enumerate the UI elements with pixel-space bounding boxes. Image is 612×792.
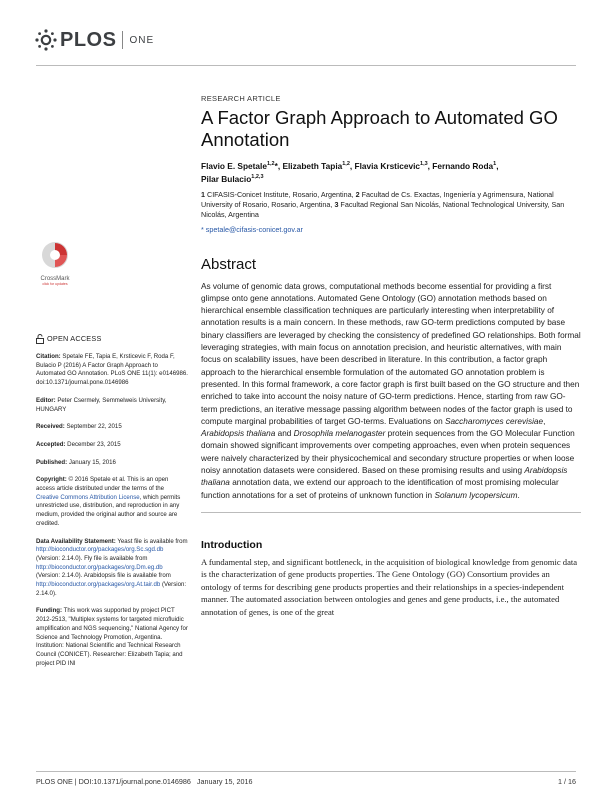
crossmark-sublabel: click for updates bbox=[42, 282, 68, 286]
open-lock-icon bbox=[36, 334, 44, 344]
author[interactable]: Flavio E. Spetale$^{1,2}$*, bbox=[201, 160, 283, 171]
main-column bbox=[201, 94, 581, 618]
page-footer bbox=[36, 777, 576, 786]
author[interactable]: Elizabeth Tapia$^{1,2}$, bbox=[282, 160, 355, 171]
abstract-text: As volume of genomic data grows, computational methods become essential for providing a first glimpse onto gene annotations. Automated Gene Ontology (GO) annotation methods based on hierarchical ensemble classification techniques are particularly interesting when interpretability of annotation results is a main concern. In these methods, raw GO-term predictions computed by base binary classifiers are leveraged by checking the consistency of predefined GO relationships. Both formal leveraging strategies, with main focus on annotation precision, and heuristic alternatives, with main focus on scalability issues, have been described in literature. In this contribution, a factor graph approach to the hierarchical ensemble formulation of the automated GO annotation problem is presented. In this formal framework, a core factor graph is first built based on the GO structure and then enriched to take into account the noisy nature of GO-term predictions. Hence, starting from raw GO-term predictions, an iterative message passing algorithm between nodes of the factor graph is used to compute marginal probabilities of target GO-terms. Evaluations on Saccharomyces cerevisiae, Arabidopsis thaliana and Drosophila melanogaster protein sequences from the GO Molecular Function domain showed significant improvements over competing approaches, even when protein sequences were naively characterized by their physicochemical and secondary structure properties or when loose noisy annotation datasets were considered. Based on these promising results and using Arabidopsis thaliana annotation data, we extend our approach to the identification of most promising molecular function annotations for a set of proteins of unknown function in Solanum lycopersicum. bbox=[201, 281, 581, 500]
accepted-date: Accepted: December 23, 2015 bbox=[36, 440, 121, 448]
plos-sunburst-icon bbox=[34, 28, 58, 52]
author-list bbox=[201, 159, 581, 185]
funding: Funding: This work was supported by project PICT 2012-2513, "Multiplex systems for targeted microfluidic amplification and NGS sequencing," National Agency for Science and Technology Promotion, Argentina. Institution: National Scientific and Technical Research Council (CONICET). Researcher: Elizabeth Tapia; and project PID INI bbox=[36, 607, 188, 667]
crossmark-label: CrossMark bbox=[40, 276, 70, 282]
fly-data-link[interactable]: http://bioconductor.org/packages/org.Dm.eg.db bbox=[36, 563, 163, 571]
author[interactable]: Pilar Bulacio$^{1,2,3}$ bbox=[201, 173, 264, 184]
page-number: 1 / 16 bbox=[558, 777, 576, 786]
plos-one-logo[interactable] bbox=[34, 27, 154, 53]
arabidopsis-data-link[interactable]: http://bioconductor.org/packages/org.At.tair.db bbox=[36, 581, 161, 589]
introduction-heading: Introduction bbox=[201, 538, 263, 551]
logo-divider bbox=[122, 31, 123, 49]
footer-rule bbox=[36, 771, 576, 772]
abstract-rule bbox=[201, 512, 581, 513]
affiliations: 1 CIFASIS-Conicet Institute, Rosario, Argentina, 2 Facultad de Cs. Exactas, Ingeniería y Agrimensura, National University of Rosario, Rosario, Argentina, 3 Facultad Regional San Nicolás, National Technological University, San Nicolás, Argentina bbox=[201, 189, 565, 219]
published-date: Published: January 15, 2016 bbox=[36, 458, 116, 466]
logo-brand: PLOS bbox=[60, 28, 117, 51]
open-access-label: OPEN ACCESS bbox=[36, 334, 188, 344]
author[interactable]: Fernando Roda$^1$, bbox=[432, 160, 499, 171]
license-link[interactable]: Creative Commons Attribution License bbox=[36, 493, 140, 501]
yeast-data-link[interactable]: http://bioconductor.org/packages/org.Sc.sgd.db bbox=[36, 546, 164, 554]
editor: Editor: Peter Csermely, Semmelweis University, HUNGARY bbox=[36, 396, 167, 413]
crossmark-badge[interactable] bbox=[38, 240, 72, 286]
article-title: A Factor Graph Approach to Automated GO Annotation bbox=[201, 107, 558, 150]
citation: Citation: Spetale FE, Tapia E, Krsticevic F, Roda F, Bulacio P (2016) A Factor Graph Approach to Automated GO Annotation. PLoS ONE 11(1): e0146986. doi:10.1371/journal.pone.0146986 bbox=[36, 353, 188, 387]
copyright: Copyright: © 2016 Spetale et al. This is an open access article distributed under the terms of the Creative Commons Attribution License, which permits unrestricted use, distribution, and reproduction in any medium, provided the original author and source are credited. bbox=[36, 476, 181, 527]
article-info-sidebar bbox=[36, 334, 188, 668]
corresponding-email-link[interactable]: * spetale@cifasis-conicet.gov.ar bbox=[201, 224, 303, 234]
footer-citation: PLOS ONE | DOI:10.1371/journal.pone.0146986 January 15, 2016 bbox=[36, 777, 253, 786]
article-type: RESEARCH ARTICLE bbox=[201, 94, 281, 103]
received-date: Received: September 22, 2015 bbox=[36, 423, 122, 431]
data-availability: Data Availability Statement: Yeast file is available from http://bioconductor.org/packages/org.Sc.sgd.db (Version: 2.14.0). Fly file is available from http://bioconductor.org/packages/org.Dm.eg.db (Version: 2.14.0). Arabidopsis file is available from http://bioconductor.org/packages/org.At.tair.db (Version: 2.14.0). bbox=[36, 537, 188, 597]
introduction-text: A fundamental step, and significant bottleneck, in the acquisition of biological knowledge from genomic data is the characterization of gene products properties. The Gene Ontology (GO) Consortium provides an ontology of terms for describing gene products properties and their relationships in a species-independent manner. The automated association between ontologies and genes and gene products, i.e., the automated annotation of genes, is one of the great bbox=[201, 556, 578, 617]
logo-journal: ONE bbox=[129, 34, 155, 46]
abstract-heading: Abstract bbox=[201, 255, 257, 273]
crossmark-icon bbox=[40, 240, 70, 270]
header-rule bbox=[36, 65, 576, 66]
author[interactable]: Flavia Krsticevic$^{1,3}$, bbox=[354, 160, 433, 171]
